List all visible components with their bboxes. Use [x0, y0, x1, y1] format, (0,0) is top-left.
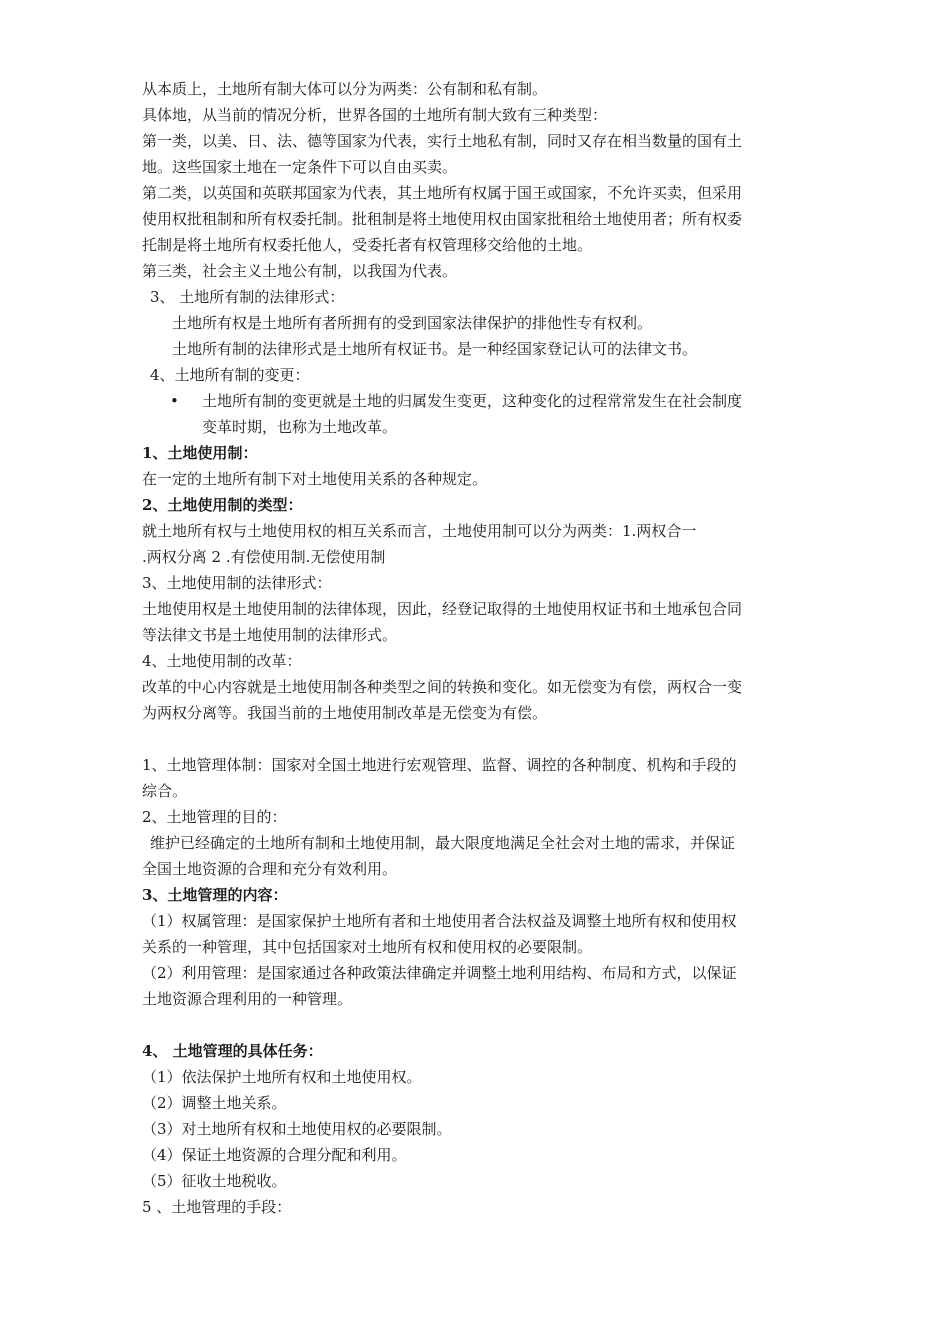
paragraph-line: （1）权属管理：是国家保护土地所有者和土地使用者合法权益及调整土地所有权和使用权	[142, 912, 737, 930]
section-heading: 3、土地使用制的法律形式：	[142, 574, 332, 592]
paragraph-line: 第一类，以美、日、法、德等国家为代表，实行土地私有制，同时又存在相当数量的国有土	[142, 132, 743, 150]
paragraph-line: 改革的中心内容就是土地使用制各种类型之间的转换和变化。如无偿变为有偿，两权合一变	[142, 678, 743, 696]
paragraph-line: 土地所有制的法律形式是土地所有权证书。是一种经国家登记认可的法律文书。	[172, 340, 698, 358]
blank-line	[142, 1012, 832, 1038]
paragraph-line: 综合。	[142, 782, 188, 800]
paragraph-line: .两权分离 2 .有偿使用制.无偿使用制	[142, 548, 386, 566]
paragraph-line: 第三类，社会主义土地公有制，以我国为代表。	[142, 262, 458, 280]
section-heading: 2、土地管理的目的：	[142, 808, 287, 826]
paragraph-line: 土地所有权是土地所有者所拥有的受到国家法律保护的排他性专有权利。	[172, 314, 653, 332]
paragraph-line: 变革时期，也称为土地改革。	[202, 418, 398, 436]
paragraph-line: 为两权分离等。我国当前的土地使用制改革是无偿变为有偿。	[142, 704, 548, 722]
section-heading: 5 、土地管理的手段：	[142, 1198, 292, 1216]
section-heading: 4、 土地管理的具体任务：	[142, 1042, 323, 1060]
blank-line	[142, 726, 832, 752]
paragraph-line: （2）利用管理：是国家通过各种政策法律确定并调整土地利用结构、布局和方式，以保证	[142, 964, 737, 982]
list-item: （1）依法保护土地所有权和土地使用权。	[142, 1068, 422, 1086]
document-page	[142, 76, 832, 1220]
list-item: （4）保证土地资源的合理分配和利用。	[142, 1146, 407, 1164]
paragraph-line: 从本质上，土地所有制大体可以分为两类：公有制和私有制。	[142, 80, 548, 98]
paragraph-line: 托制是将土地所有权委托他人，受委托者有权管理移交给他的土地。	[142, 236, 593, 254]
paragraph-line: 1、土地管理体制：国家对全国土地进行宏观管理、监督、调控的各种制度、机构和手段的	[142, 756, 737, 774]
section-heading: 3、土地管理的内容：	[142, 886, 288, 904]
paragraph-line: 具体地，从当前的情况分析，世界各国的土地所有制大致有三种类型：	[142, 106, 608, 124]
list-item: （2）调整土地关系。	[142, 1094, 287, 1112]
section-heading: 1、土地使用制：	[142, 444, 258, 462]
bullet-marker: •	[170, 392, 179, 410]
paragraph-line: 维护已经确定的土地所有制和土地使用制，最大限度地满足全社会对土地的需求，并保证	[150, 834, 736, 852]
section-heading: 4、土地所有制的变更：	[150, 366, 310, 384]
bullet-text: 土地所有制的变更就是土地的归属发生变更，这种变化的过程常常发生在社会制度	[202, 392, 743, 410]
paragraph-line: 全国土地资源的合理和充分有效利用。	[142, 860, 398, 878]
bullet-item	[142, 388, 832, 414]
paragraph-line: 使用权批租制和所有权委托制。批租制是将土地使用权由国家批租给土地使用者；所有权委	[142, 210, 743, 228]
list-item: （5）征收土地税收。	[142, 1172, 287, 1190]
list-item: （3）对土地所有权和土地使用权的必要限制。	[142, 1120, 452, 1138]
section-heading: 3、 土地所有制的法律形式：	[150, 288, 345, 306]
paragraph-line: 土地资源合理利用的一种管理。	[142, 990, 353, 1008]
paragraph-line: 第二类，以英国和英联邦国家为代表，其土地所有权属于国王或国家，不允许买卖，但采用	[142, 184, 743, 202]
paragraph-line: 就土地所有权与土地使用权的相互关系而言，土地使用制可以分为两类：1.两权合一	[142, 522, 697, 540]
paragraph-line: 关系的一种管理，其中包括国家对土地所有权和使用权的必要限制。	[142, 938, 593, 956]
paragraph-line: 土地使用权是土地使用制的法律体现，因此，经登记取得的土地使用权证书和土地承包合同	[142, 600, 743, 618]
paragraph-line: 地。这些国家土地在一定条件下可以自由买卖。	[142, 158, 458, 176]
section-heading: 4、土地使用制的改革：	[142, 652, 302, 670]
paragraph-line: 等法律文书是土地使用制的法律形式。	[142, 626, 398, 644]
section-heading: 2、土地使用制的类型：	[142, 496, 303, 514]
paragraph-line: 在一定的土地所有制下对土地使用关系的各种规定。	[142, 470, 488, 488]
